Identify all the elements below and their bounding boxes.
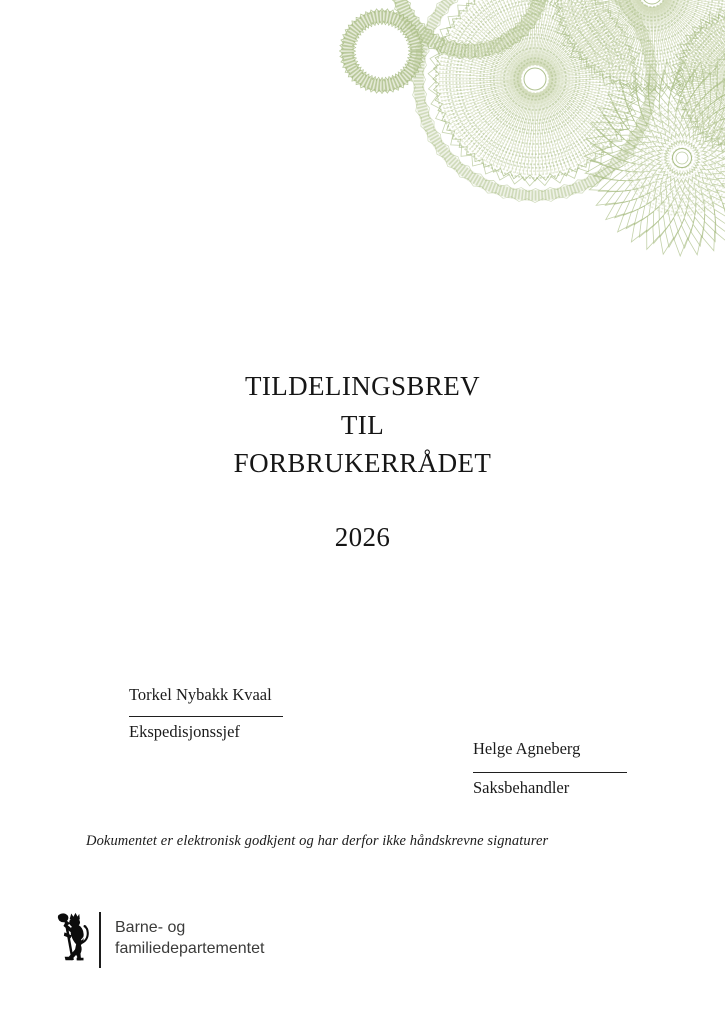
signatory-name: Helge Agneberg [473,739,581,758]
signatory-role: Saksbehandler [473,778,570,797]
logo-divider [99,912,101,968]
signature-block-right [473,738,627,799]
document-title [0,367,725,483]
ministry-name-line-1: Barne- og [115,919,186,936]
ministry-name-line-2: familiedepartementet [115,939,265,957]
signatory-role: Ekspedisjonssjef [129,722,240,741]
document-year: 2026 [334,522,391,552]
signature-line [473,772,627,773]
title-line-1: TILDELINGSBREV [244,371,481,401]
signature-line [129,716,283,717]
title-line-2: TIL [340,409,385,440]
signature-block-left [129,684,283,743]
electronic-signature-note: Dokumentet er elektronisk godkjent og har derfor ikke håndskrevne signaturer [86,833,549,849]
ministry-name [115,918,264,959]
title-line-3: FORBRUKERRÅDET [233,448,492,478]
signatory-name: Torkel Nybakk Kvaal [129,685,272,704]
norwegian-lion-coat-of-arms-icon [55,912,91,964]
ministry-logo [55,910,264,968]
guilloche-decoration [0,0,725,285]
